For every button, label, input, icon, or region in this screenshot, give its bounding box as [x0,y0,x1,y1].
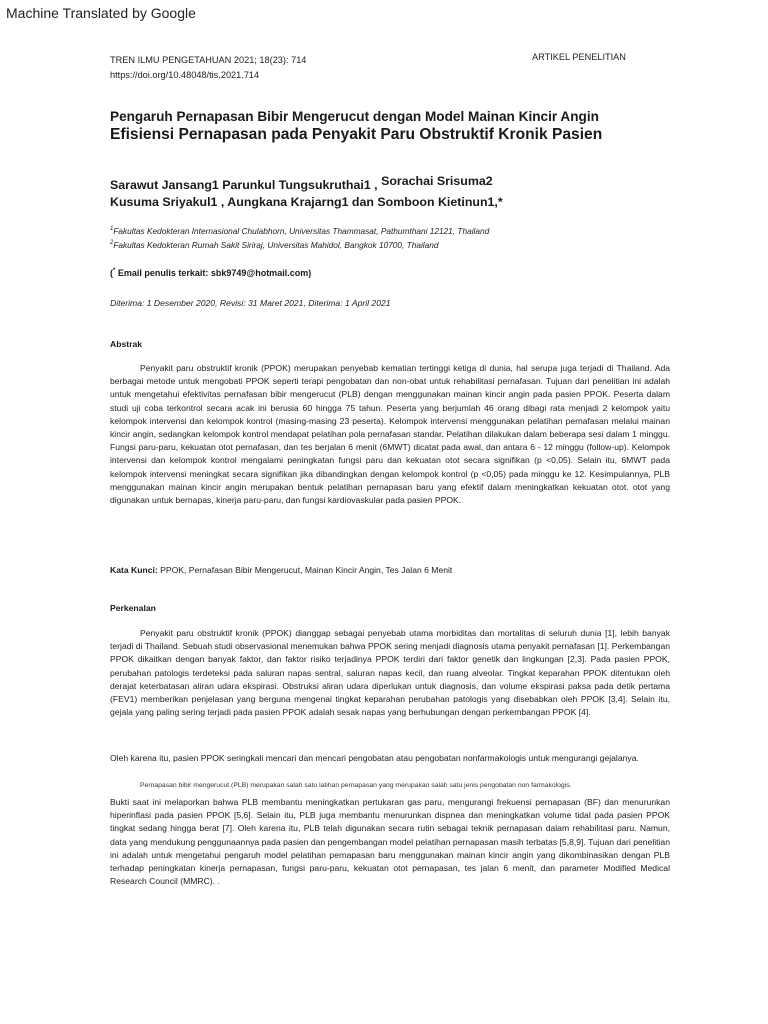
corresponding-email [110,268,311,278]
intro-p1-text: Penyakit paru obstruktif kronik (PPOK) dianggap sebagai penyebab utama morbiditas dan mortalitas di seluruh dunia [1], lebih banyak terjadi di Thailand. Sebuah studi observasional menemukan bahwa PPOK sering menjadi diagnosis utama penyakit pernafasan [1]. Perkembangan PPOK dikaitkan dengan banyak faktor, dan faktor risiko terjadinya PPOK terdiri dari faktor genetik dan lingkungan [2,3]. Pada pasien PPOK, perubahan patologis terdeteksi pada saluran napas sentral, saluran napas kecil, dan ruang alveolar. Tingkat keparahan PPOK ditentukan oleh derajat keterbatasan aliran udara ekspirasi. Obstruksi aliran udara diperlukan untuk diagnosis, dan volume ekspirasi paksa pada detik pertama (FEV1) memberikan penjelasan yang berguna mengenai tingkat keparahan perubahan patologis yang disebabkan oleh PPOK [3,4]. Selain itu, gejala yang paling sering terjadi pada pasien PPOK adalah sesak napas yang berhubungan dengan perkembangan PPOK [4]. [110,628,670,718]
abstract-heading: Abstrak [110,339,142,349]
paper-title-line-1: Pengaruh Pernapasan Bibir Mengerucut dengan Model Mainan Kincir Angin [110,109,599,124]
email-open-paren: ( [110,268,113,278]
abstract-text: Penyakit paru obstruktif kronik (PPOK) merupakan penyebab kematian tertinggi ketiga di dunia, hal serupa juga terjadi di Thailand. Ada berbagai metode untuk mengobati PPOK seperti terapi pengobatan dan non-obat untuk rehabilitasi pernafasan. Tujuan dari penelitian ini adalah untuk mengetahui efektivitas pernafasan bibir mengerucut (PLB) dengan menggunakan mainan kincir angin pada pasien PPOK. Peserta dalam studi uji coba terkontrol secara acak ini berusia 60 hingga 75 tahun. Peserta yang berjumlah 46 orang dibagi rata menjadi 2 kelompok yaitu kelompok intervensi dan kelompok kontrol (masing-masing 23 peserta). Kelompok intervensi menggunakan pelatihan pernafasan melalui mainan kincir angin, sedangkan kelompok kontrol mendapat pelatihan pola pernafasan standar. Pelatihan dilakukan dalam beberapa sesi dalam 1 minggu. Fungsi paru-paru, kekuatan otot pernafasan, dan tes berjalan 6 menit (6MWT) dicatat pada awal, dan antara 6 - 12 minggu (follow-up). Kelompok intervensi dan kelompok kontrol mengalami peningkatan fungsi paru dan kekuatan otot secara signifikan (p <0,05). Selain itu, 6MWT pada kelompok intervensi meningkat secara signifikan jika dibandingkan dengan kelompok kontrol (p <0,05) pada minggu ke 12. Kesimpulannya, PLB menggunakan mainan kincir angin merupakan bentuk pelatihan pernapasan baru yang efektif dalam meningkatkan kekuatan otot. otot yang digunakan untuk bernapas, kinerja paru-paru, dan fungsi kardiovaskular pada pasien PPOK. [110,363,670,506]
introduction-small-line: Pernapasan bibir mengerucut (PLB) merupakan salah satu latihan pernapasan yang merupakan salah satu jenis pengobatan non farmakologis. [140,782,572,789]
affiliation-1 [110,226,489,236]
authors-part-b: Sorachai Srisuma2 [381,174,493,188]
email-text: Email penulis terkait: sbk9749@hotmail.com) [117,268,312,278]
affiliation-2 [110,240,438,250]
introduction-paragraph-2: Oleh karena itu, pasien PPOK seringkali mencari dan mencari pengobatan atau pengobatan nonfarmakologis untuk mengurangi gejalanya. [110,753,639,763]
affiliation-text: Fakultas Kedokteran Internasional Chulabhorn, Universitas Thammasat, Pathumthani 12121, Thailand [113,226,490,236]
authors-part-a: Sarawut Jansang1 Parunkul Tungsukruthai1 , [110,178,378,192]
machine-translation-banner: Machine Translated by Google [6,5,196,21]
affiliation-number: 2 [110,240,114,247]
introduction-heading: Perkenalan [110,603,156,613]
article-type-label: ARTIKEL PENELITIAN [532,52,626,62]
paper-title-line-2: Efisiensi Pernapasan pada Penyakit Paru Obstruktif Kronik Pasien [110,126,603,143]
introduction-paragraph-1 [110,627,670,719]
received-dates: Diterima: 1 Desember 2020, Revisi: 31 Maret 2021, Diterima: 1 April 2021 [110,298,391,308]
doi-link[interactable]: https://doi.org/10.48048/tis.2021.714 [110,70,260,80]
keywords-label: Kata Kunci: [110,565,158,575]
affiliation-number: 1 [110,226,114,233]
abstract-paragraph [110,362,670,507]
authors-line-2: Kusuma Sriyakul1 , Aungkana Krajarng1 dan Somboon Kietinun1,* [110,195,503,209]
email-star: * [113,268,116,274]
introduction-paragraph-3: Bukti saat ini melaporkan bahwa PLB membantu meningkatkan pertukaran gas paru, mengurangi frekuensi pernapasan (BF) dan menurunkan hiperinflasi pada pasien PPOK [5,6]. Selain itu, PLB juga membantu menurunkan dispnea dan meningkatkan volume tidal pada pasien PPOK tingkat sedang hingga berat [7]. Oleh karena itu, PLB telah digunakan secara rutin sebagai teknik pernapasan dalam rehabilitasi paru. Namun, data yang mendukung penggunaannya pada pasien dan pengembangan model pelatihan pernapasan masih terbatas [5,8,9]. Tujuan dari penelitian ini adalah untuk mengetahui pengaruh model pelatihan pernapasan baru menggunakan mainan kincir angin yang dikombinasikan dengan PLB terhadap peningkatan kinerja pernapasan, fungsi paru-paru, kekuatan otot pernapasan, tes jalan 6 menit, dan parameter Modified Medical Research Council (MMRC). . [110,797,670,887]
affiliation-text: Fakultas Kedokteran Rumah Sakit Siriraj, Universitas Mahidol, Bangkok 10700, Thailand [113,240,439,250]
authors-line-1 [110,174,493,192]
keywords-text: PPOK, Pernafasan Bibir Mengerucut, Mainan Kincir Angin, Tes Jalan 6 Menit [157,565,453,575]
keywords [110,565,452,575]
journal-citation: TREN ILMU PENGETAHUAN 2021; 18(23): 714 [110,55,307,65]
